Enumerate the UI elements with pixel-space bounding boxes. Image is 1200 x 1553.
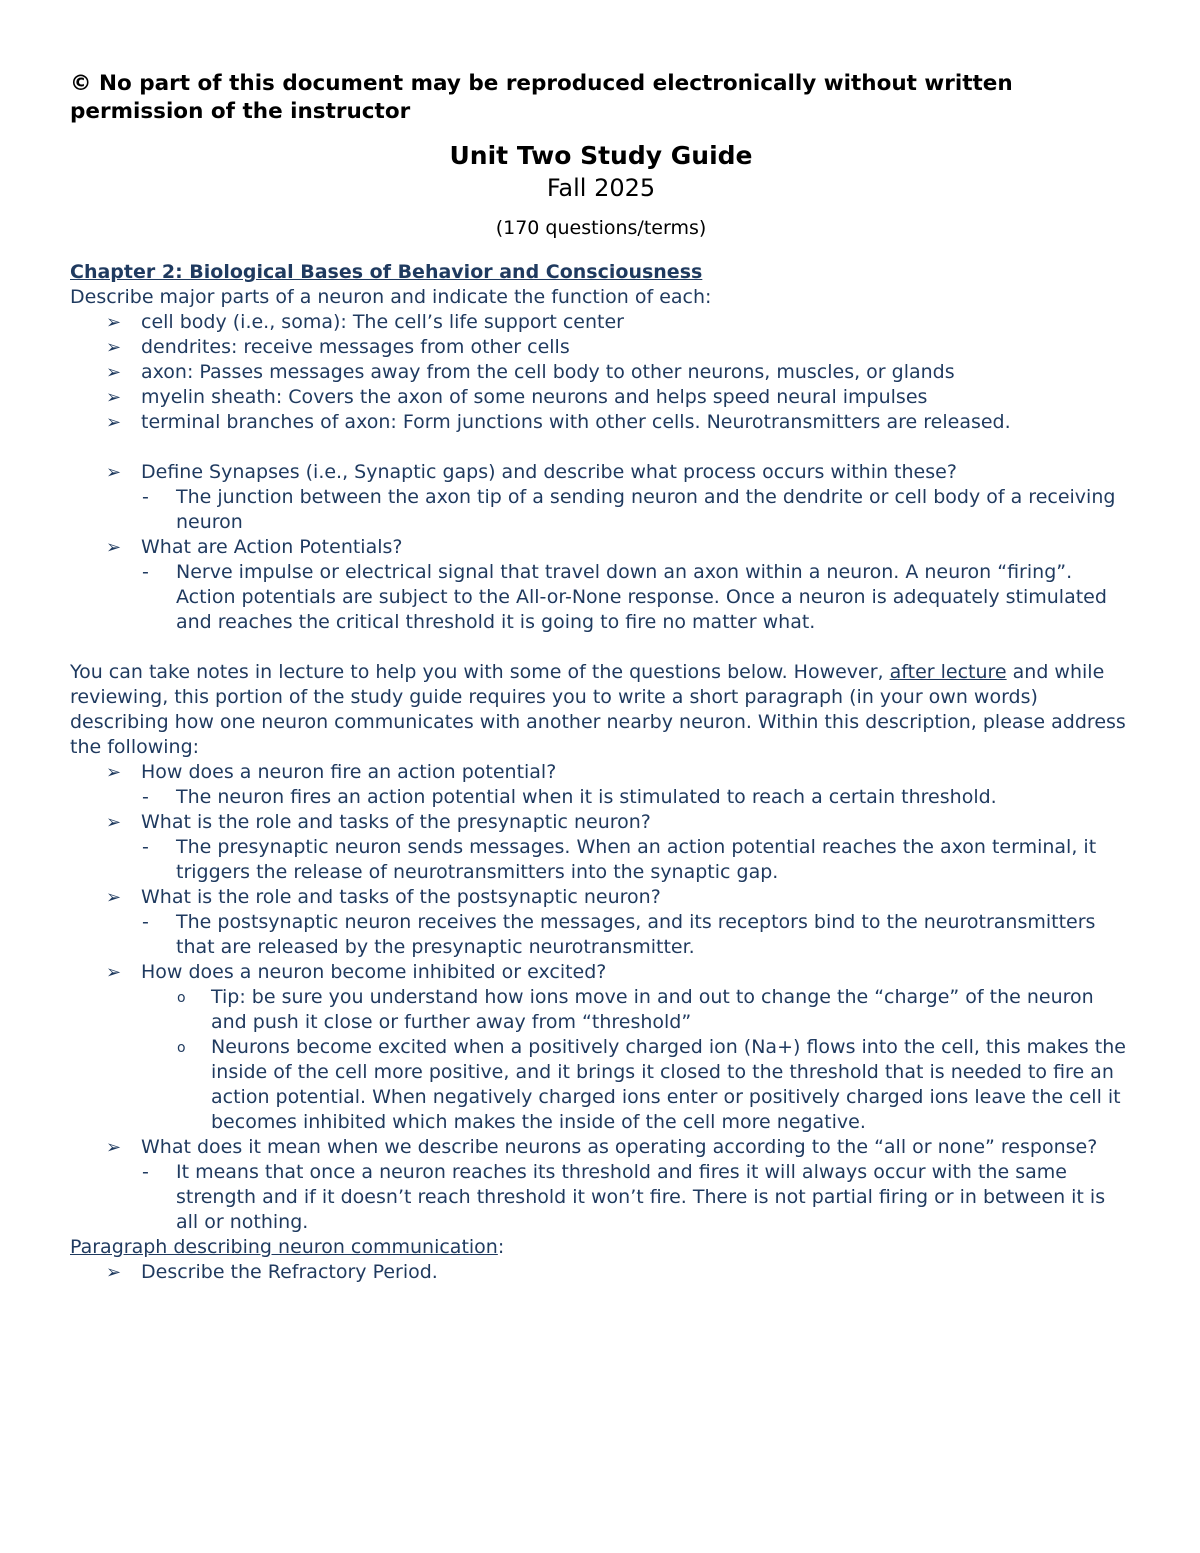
list-item bbox=[70, 360, 1132, 385]
question-text: What is the role and tasks of the postsynaptic neuron? bbox=[141, 886, 661, 908]
instructions-emphasis: after lecture bbox=[889, 661, 1007, 683]
answer-text: The presynaptic neuron sends messages. When an action potential reaches the axon terminal, it triggers the release of neurotransmitters into the synaptic gap. bbox=[176, 836, 1097, 883]
circle-bullet-icon: o bbox=[177, 990, 186, 1006]
neuron-part-dendrites: dendrites: receive messages from other cells bbox=[141, 336, 570, 358]
answer-text: The junction between the axon tip of a sending neuron and the dendrite or cell body of a receiving neuron bbox=[176, 486, 1116, 533]
question-refractory bbox=[70, 1260, 1132, 1285]
chapter-heading: Chapter 2: Biological Bases of Behavior and Consciousness bbox=[70, 261, 703, 283]
spacer bbox=[70, 435, 1132, 460]
arrow-bullet-icon: ➢ bbox=[106, 762, 122, 783]
question-text: What are Action Potentials? bbox=[141, 536, 403, 558]
answer-presynaptic bbox=[70, 835, 1132, 885]
spacer bbox=[70, 635, 1132, 660]
question-inhibited-excited bbox=[70, 960, 1132, 985]
answer-text: Nerve impulse or electrical signal that travel down an axon within a neuron. A neuron “firing”. Action potentials are subject to the All-or-None response. Once a neuron is adequately stimulated and reaches the critical threshold it is going to fire no matter what. bbox=[176, 561, 1107, 633]
dash-bullet-icon: - bbox=[142, 561, 149, 583]
question-text: Describe the Refractory Period. bbox=[141, 1261, 438, 1283]
circle-bullet-icon: o bbox=[177, 1040, 186, 1056]
question-postsynaptic bbox=[70, 885, 1132, 910]
copyright-notice: © No part of this document may be reproduced electronically without written permission of the instructor bbox=[70, 71, 1013, 124]
arrow-bullet-icon: ➢ bbox=[106, 1262, 122, 1283]
answer-text: Neurons become excited when a positively charged ion (Na+) flows into the cell, this makes the inside of the cell more positive, and it brings it closed to the threshold that is needed to fire an action potential. When negatively charged ions enter or positively charged ions leave the cell it becomes inhibited which makes the inside of the cell more negative. bbox=[211, 1036, 1126, 1133]
question-action-potential bbox=[70, 535, 1132, 560]
paragraph-instructions bbox=[70, 660, 1132, 760]
question-text: Define Synapses (i.e., Synaptic gaps) and describe what process occurs within these? bbox=[141, 461, 957, 483]
answer-synapse bbox=[70, 485, 1132, 535]
question-text: How does a neuron become inhibited or excited? bbox=[141, 961, 607, 983]
dash-bullet-icon: - bbox=[142, 1161, 149, 1183]
answer-text: It means that once a neuron reaches its threshold and fires it will always occur with the same strength and if it doesn’t reach threshold it won’t fire. There is not partial firing or in between it is all or nothing. bbox=[176, 1161, 1106, 1233]
answer-postsynaptic bbox=[70, 910, 1132, 960]
neuron-part-cell-body: cell body (i.e., soma): The cell’s life support center bbox=[141, 311, 624, 333]
tip-inhibited-excited bbox=[70, 985, 1132, 1035]
arrow-bullet-icon: ➢ bbox=[106, 1137, 122, 1158]
arrow-bullet-icon: ➢ bbox=[106, 412, 122, 433]
tip-text: Tip: be sure you understand how ions move in and out to change the “charge” of the neuron and push it close or further away from “threshold” bbox=[211, 986, 1094, 1033]
arrow-bullet-icon: ➢ bbox=[106, 462, 122, 483]
question-text: What does it mean when we describe neurons as operating according to the “all or none” response? bbox=[141, 1136, 1098, 1158]
answer-text: The postsynaptic neuron receives the messages, and its receptors bind to the neurotransmitters that are released by the presynaptic neurotransmitter. bbox=[176, 911, 1096, 958]
instructions-text: and while reviewing, this portion of the study guide requires you to write a short paragraph (in your own words) describing how one neuron communicates with another nearby neuron. Within this description, please address the following: bbox=[70, 661, 1126, 758]
arrow-bullet-icon: ➢ bbox=[106, 312, 122, 333]
paragraph-label bbox=[70, 1235, 1132, 1260]
list-item bbox=[70, 410, 1132, 435]
neuron-part-axon: axon: Passes messages away from the cell body to other neurons, muscles, or glands bbox=[141, 361, 955, 383]
term-subtitle: Fall 2025 bbox=[546, 174, 656, 202]
arrow-bullet-icon: ➢ bbox=[106, 887, 122, 908]
list-item bbox=[70, 335, 1132, 360]
arrow-bullet-icon: ➢ bbox=[106, 812, 122, 833]
question-all-or-none bbox=[70, 1135, 1132, 1160]
arrow-bullet-icon: ➢ bbox=[106, 337, 122, 358]
answer-all-or-none bbox=[70, 1160, 1132, 1235]
dash-bullet-icon: - bbox=[142, 786, 149, 808]
page-title: Unit Two Study Guide bbox=[449, 141, 753, 170]
question-presynaptic bbox=[70, 810, 1132, 835]
dash-bullet-icon: - bbox=[142, 486, 149, 508]
paragraph-label-text: Paragraph describing neuron communication bbox=[70, 1236, 498, 1258]
neuron-intro: Describe major parts of a neuron and indicate the function of each: bbox=[70, 286, 712, 308]
question-text: What is the role and tasks of the presynaptic neuron? bbox=[141, 811, 651, 833]
neuron-part-myelin: myelin sheath: Covers the axon of some neurons and helps speed neural impulses bbox=[141, 386, 928, 408]
dash-bullet-icon: - bbox=[142, 911, 149, 933]
instructions-text: You can take notes in lecture to help you with some of the questions below. However, bbox=[70, 661, 890, 683]
question-text: How does a neuron fire an action potential? bbox=[141, 761, 557, 783]
arrow-bullet-icon: ➢ bbox=[106, 362, 122, 383]
list-item bbox=[70, 385, 1132, 410]
arrow-bullet-icon: ➢ bbox=[106, 387, 122, 408]
answer-inhibited-excited bbox=[70, 1035, 1132, 1135]
paragraph-label-colon: : bbox=[497, 1236, 505, 1258]
question-count: (170 questions/terms) bbox=[495, 217, 707, 239]
answer-fire bbox=[70, 785, 1132, 810]
question-fire bbox=[70, 760, 1132, 785]
dash-bullet-icon: - bbox=[142, 836, 149, 858]
list-item bbox=[70, 310, 1132, 335]
document-page bbox=[70, 70, 1132, 1285]
arrow-bullet-icon: ➢ bbox=[106, 537, 122, 558]
study-guide-body bbox=[70, 260, 1132, 1285]
neuron-part-terminal: terminal branches of axon: Form junctions with other cells. Neurotransmitters are released. bbox=[141, 411, 1011, 433]
answer-action-potential bbox=[70, 560, 1132, 635]
arrow-bullet-icon: ➢ bbox=[106, 962, 122, 983]
answer-text: The neuron fires an action potential when it is stimulated to reach a certain threshold. bbox=[176, 786, 997, 808]
question-synapse bbox=[70, 460, 1132, 485]
